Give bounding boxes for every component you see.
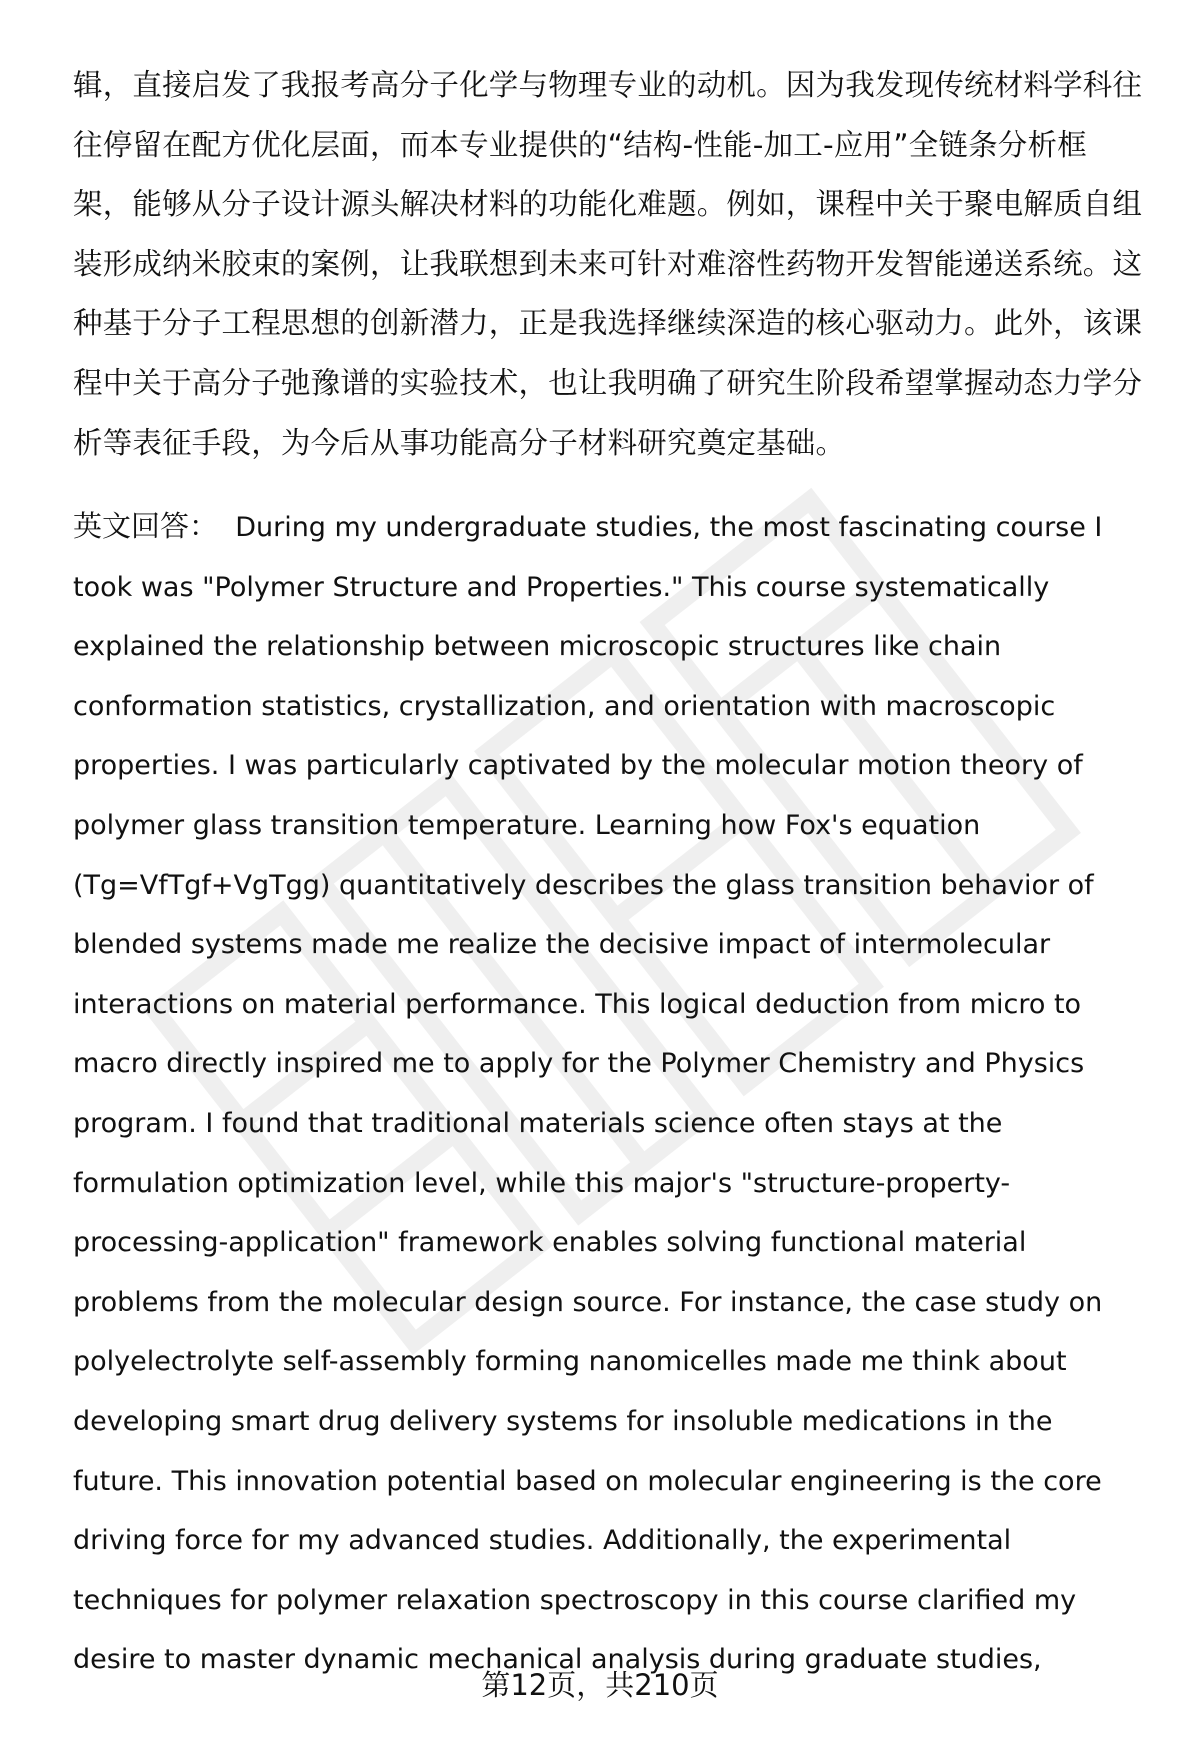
chinese-line: 架，能够从分子设计源头解决材料的功能化难题。例如，课程中关于聚电解质自组 (73, 187, 1143, 222)
page-number-footer: 第12页，共210页 (481, 1668, 719, 1702)
english-line: (Tg=VfTgf+VgTgg) quantitatively describes the glass transition behavior of (73, 869, 1094, 901)
english-line: explained the relationship between microscopic structures like chain (73, 631, 1002, 663)
english-line: conformation statistics, crystallization, and orientation with macroscopic (73, 690, 1056, 722)
english-line: properties. I was particularly captivated by the molecular motion theory of (73, 750, 1083, 782)
english-line: blended systems made me realize the decisive impact of intermolecular (73, 929, 1051, 961)
english-answer-label: 英文回答： (73, 509, 219, 543)
chinese-line: 往停留在配方优化层面，而本专业提供的“结构-性能-加工-应用”全链条分析框 (73, 127, 1087, 162)
english-line: macro directly inspired me to apply for the Polymer Chemistry and Physics (73, 1048, 1085, 1080)
english-line: polyelectrolyte self-assembly forming nanomicelles made me think about (73, 1346, 1067, 1378)
english-line: developing smart drug delivery systems for insoluble medications in the (73, 1405, 1053, 1437)
chinese-line: 程中关于高分子弛豫谱的实验技术，也让我明确了研究生阶段希望掌握动态力学分 (73, 365, 1143, 400)
english-line: interactions on material performance. This logical deduction from micro to (73, 988, 1082, 1020)
english-line-first (73, 497, 1173, 558)
english-line: future. This innovation potential based on molecular engineering is the core (73, 1465, 1102, 1497)
english-line: polymer glass transition temperature. Learning how Fox's equation (73, 809, 981, 841)
english-line: During my undergraduate studies, the most fascinating course I (235, 512, 1103, 543)
english-line: driving force for my advanced studies. Additionally, the experimental (73, 1525, 1012, 1557)
chinese-line: 装形成纳米胶束的案例，让我联想到未来可针对难溶性药物开发智能递送系统。这 (73, 246, 1143, 281)
english-line: problems from the molecular design source. For instance, the case study on (73, 1286, 1103, 1318)
chinese-paragraph (73, 56, 1158, 473)
english-line: took was "Polymer Structure and Properties." This course systematically (73, 571, 1050, 603)
chinese-line: 析等表征手段，为今后从事功能高分子材料研究奠定基础。 (73, 425, 846, 460)
english-line: processing-application" framework enables solving functional material (73, 1227, 1027, 1259)
english-line: desire to master dynamic mechanical analysis during graduate studies, (73, 1644, 1042, 1676)
english-line: program. I found that traditional materials science often stays at the (73, 1107, 1003, 1139)
english-line: techniques for polymer relaxation spectroscopy in this course clarified my (73, 1584, 1077, 1616)
chinese-line: 种基于分子工程思想的创新潜力，正是我选择继续深造的核心驱动力。此外，该课 (73, 306, 1143, 341)
english-answer-paragraph (73, 497, 1173, 1690)
chinese-line: 辑，直接启发了我报考高分子化学与物理专业的动机。因为我发现传统材料学科往 (73, 68, 1143, 102)
english-line: formulation optimization level, while this major's "structure-property- (73, 1167, 1011, 1199)
